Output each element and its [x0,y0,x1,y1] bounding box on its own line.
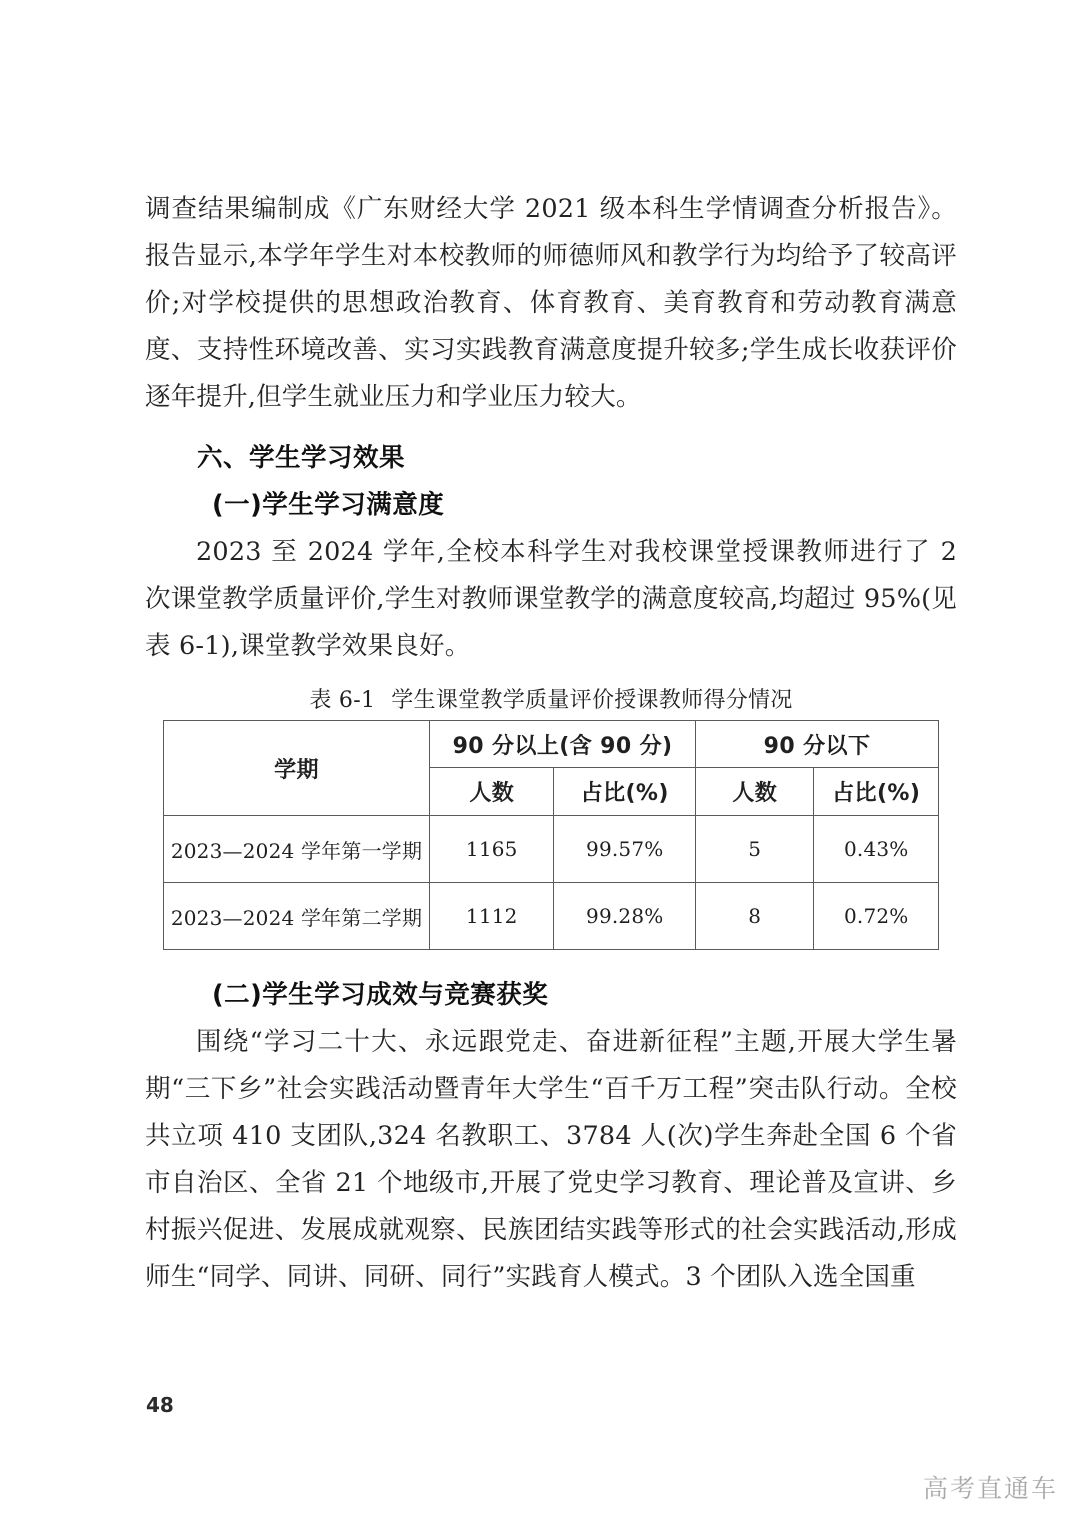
cell-count-above: 1112 [430,883,554,950]
paragraph-intro: 调查结果编制成《广东财经大学 2021 级本科生学情调查分析报告》。报告显示,本学年学生对本校教师的师德师风和教学行为均给予了较高评价;对学校提供的思想政治教育、体育教育、美育教育和劳动教育满意度、支持性环境改善、实习实践教育满意度提升较多;学生成长收获评价逐年提升,但学生就业压力和学业压力较大。 [145,194,957,412]
table-row [164,816,939,883]
table-caption-title: 学生课堂教学质量评价授课教师得分情况 [391,688,793,713]
table-header-group-below: 90 分以下 [696,721,939,768]
table-header-pct-above: 占比(%) [554,768,696,816]
table-row [164,883,939,950]
page-number: 48 [146,1393,174,1417]
table-header-row-group [164,721,939,768]
cell-count-below: 8 [696,883,814,950]
cell-term: 2023—2024 学年第一学期 [164,816,430,883]
table-caption [145,686,957,716]
table-header-group-above: 90 分以上(含 90 分) [430,721,696,768]
table-header-count-below: 人数 [696,768,814,816]
paragraph-satisfaction: 2023 至 2024 学年,全校本科学生对我校课堂授课教师进行了 2 次课堂教学质量评价,学生对教师课堂教学的满意度较高,均超过 95%(见表 6-1),课堂教学效果良好。 [145,537,957,661]
heading-subsection-two: (二)学生学习成效与竞赛获奖 [212,980,549,1010]
cell-pct-above: 99.57% [554,816,696,883]
heading-section-six: 六、学生学习效果 [197,443,406,473]
paragraph-achievement: 围绕“学习二十大、永远跟党走、奋进新征程”主题,开展大学生暑期“三下乡”社会实践活动暨青年大学生“百千万工程”突击队行动。全校共立项 410 支团队,324 名教职工、3784 人(次)学生奔赴全国 6 个省市自治区、全省 21 个地级市,开展了党史学习教育、理论普及宣讲、乡村振兴促进、发展成就观察、民族团结实践等形式的社会实践活动,形成师生“同学、同讲、同研、同行”实践育人模式。3 个团队入选全国重 [145,1027,957,1292]
cell-count-above: 1165 [430,816,554,883]
cell-pct-below: 0.72% [814,883,939,950]
table-header-term: 学期 [164,721,430,816]
page-content [145,186,957,1301]
watermark: 高考直通车 [922,1474,1058,1503]
teacher-score-table [163,720,939,950]
table-header-count-above: 人数 [430,768,554,816]
table-header-pct-below: 占比(%) [814,768,939,816]
table-caption-label: 表 6-1 [309,688,376,713]
cell-count-below: 5 [696,816,814,883]
heading-subsection-one: (一)学生学习满意度 [212,490,445,520]
cell-pct-below: 0.43% [814,816,939,883]
cell-pct-above: 99.28% [554,883,696,950]
cell-term: 2023—2024 学年第二学期 [164,883,430,950]
